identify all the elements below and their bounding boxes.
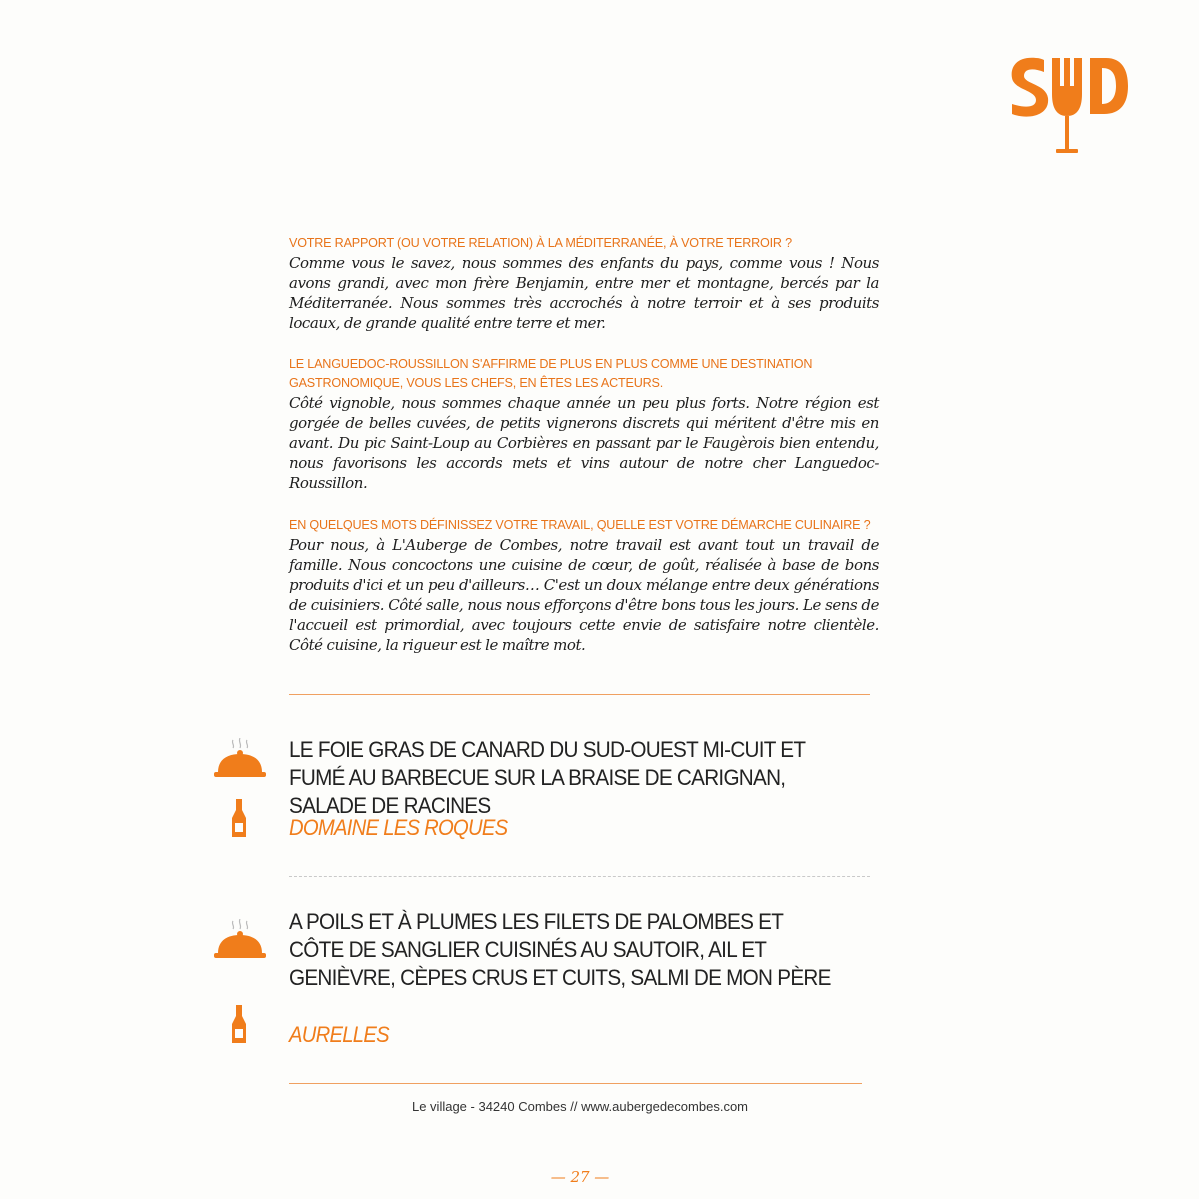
pairing-divider xyxy=(289,876,870,877)
dish-title-1: LE FOIE GRAS DE CANARD DU SUD-OUEST MI-CUIT ET FUMÉ AU BARBECUE SUR LA BRAISE DE CARIGNAN, SALADE DE RACINES xyxy=(289,737,805,818)
sud-logo xyxy=(1006,50,1131,160)
section-divider xyxy=(289,694,870,695)
qa-block-3 xyxy=(289,516,879,655)
answer-1: Comme vous le savez, nous sommes des enfants du pays, comme vous ! Nous avons grandi, avec mon frère Benjamin, entre mer et montagne, bercés par la Méditerranée. Nous sommes très accrochés à notre terroir et à ses produits locaux, de grande qualité entre terre et mer. xyxy=(289,254,879,332)
cloche-icon xyxy=(214,738,266,780)
wine-name-2: AURELLES xyxy=(289,1022,389,1047)
qa-block-1 xyxy=(289,234,879,333)
question-3: EN QUELQUES MOTS DÉFINISSEZ VOTRE TRAVAIL, QUELLE EST VOTRE DÉMARCHE CULINAIRE ? xyxy=(289,518,871,532)
dish-title-2: A POILS ET À PLUMES LES FILETS DE PALOMBES ET CÔTE DE SANGLIER CUISINÉS AU SAUTOIR, AIL ET GENIÈVRE, CÈPES CRUS ET CUITS, SALMI DE MON PÈRE xyxy=(289,909,831,990)
answer-3: Pour nous, à L'Auberge de Combes, notre travail est avant tout un travail de famille. Nous concoctons une cuisine de cœur, de goût, réalisée à base de bons produits d'ici et un peu d'ailleurs… C'est un doux mélange entre deux générations de cuisiniers. Côté salle, nous nous efforçons d'être bons tous les jours. Le sens de l'accueil est primordial, avec toujours cette envie de satisfaire notre clientèle. Côté cuisine, la rigueur est le maître mot. xyxy=(289,536,879,654)
cloche-icon xyxy=(214,919,266,961)
footer-divider xyxy=(289,1083,862,1084)
question-2: LE LANGUEDOC-ROUSSILLON S'AFFIRME DE PLUS EN PLUS COMME UNE DESTINATION GASTRONOMIQUE, VOUS LES CHEFS, EN ÊTES LES ACTEURS. xyxy=(289,357,813,390)
question-1: VOTRE RAPPORT (OU VOTRE RELATION) À LA MÉDITERRANÉE, À VOTRE TERROIR ? xyxy=(289,236,792,250)
qa-block-2 xyxy=(289,355,879,493)
page-number: — 27 — xyxy=(550,1168,610,1186)
footer-address: Le village - 34240 Combes // www.aubergedecombes.com xyxy=(411,1099,748,1114)
wine-bottle-icon xyxy=(231,1005,247,1043)
wine-name-1: DOMAINE LES ROQUES xyxy=(289,815,508,840)
answer-2: Côté vignoble, nous sommes chaque année un peu plus forts. Notre région est gorgée de belles cuvées, de petits vignerons discrets qui méritent d'être mis en avant. Du pic Saint-Loup au Corbières en passant par le Faugèrois bien entendu, nous favorisons les accords mets et vins autour de notre cher Languedoc-Roussillon. xyxy=(289,394,879,492)
logo-graphic xyxy=(1006,50,1131,160)
wine-bottle-icon xyxy=(231,799,247,837)
